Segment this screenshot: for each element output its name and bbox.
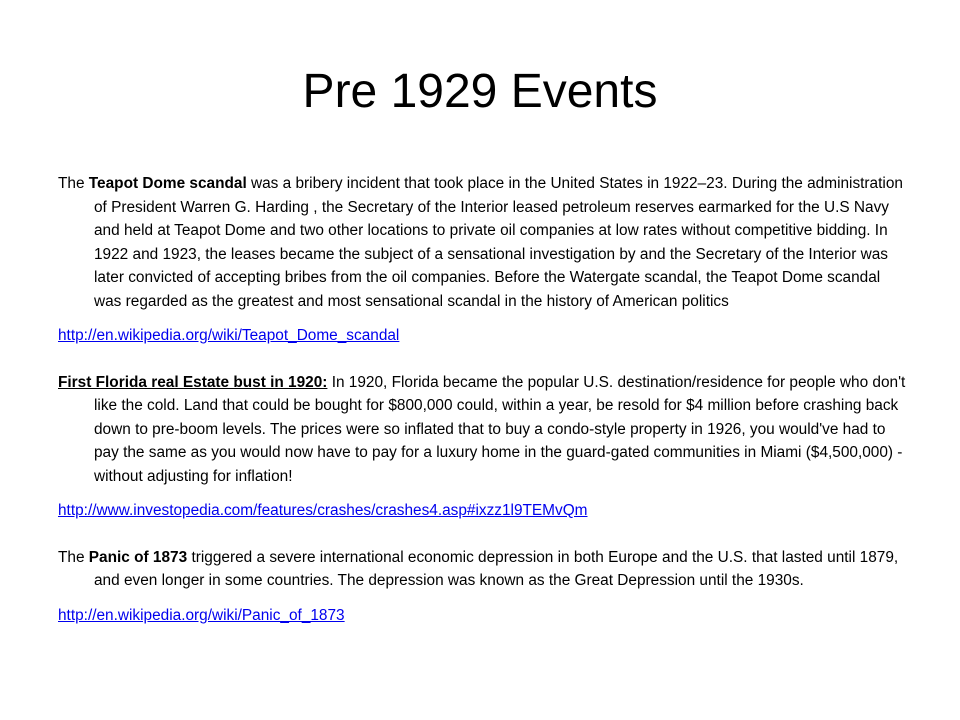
florida-paragraph	[58, 371, 906, 489]
teapot-dome-heading: Teapot Dome scandal	[88, 175, 247, 192]
florida-link[interactable]: http://www.investopedia.com/features/crashes/crashes4.asp#ixzz1l9TEMvQm	[58, 502, 588, 519]
teapot-prefix: The	[58, 175, 89, 192]
panic-text: triggered a severe international economic depression in both Europe and the U.S. that lasted until 1879, and even longer in some countries. The depression was known as the Great Depression until the 1930s.	[94, 548, 899, 589]
florida-text: In 1920, Florida became the popular U.S. destination/residence for people who don't like the cold. Land that could be bought for $800,000 could, within a year, be resold for $4 million before crashing back down to pre-boom levels. The prices were so inflated that to buy a condo-style property in 1926, you would've had to pay the same as you would now have to pay for a luxury home in the guard-gated communities in Miami ($4,500,000) - without adjusting for inflation!	[94, 373, 906, 485]
panic-heading: Panic of 1873	[88, 548, 188, 566]
teapot-dome-text: was a bribery incident that took place in the United States in 1922–23. During the administration of President Warren G. Harding , the Secretary of the Interior leased petroleum reserves earmarked for the U.S Navy and held at Teapot Dome and two other locations to private oil companies at low rates without competitive bidding. In 1922 and 1923, the leases became the subject of a sensational investigation by and the Secretary of the Interior was later convicted of accepting bribes from the oil companies. Before the Watergate scandal, the Teapot Dome scandal was regarded as the greatest and most sensational scandal in the history of American politics	[94, 175, 903, 310]
panic-paragraph	[58, 546, 906, 593]
teapot-dome-link[interactable]: http://en.wikipedia.org/wiki/Teapot_Dome_scandal	[58, 327, 400, 344]
florida-heading: First Florida real Estate bust in 1920:	[58, 373, 328, 391]
slide-title: Pre 1929 Events	[302, 65, 658, 118]
panic-prefix: The	[58, 548, 89, 566]
teapot-dome-paragraph	[58, 172, 906, 313]
slide-body	[58, 172, 906, 650]
florida-link-line	[58, 499, 906, 523]
panic-link[interactable]: http://en.wikipedia.org/wiki/Panic_of_1873	[58, 606, 345, 624]
teapot-link-line	[58, 324, 906, 348]
panic-link-line	[58, 604, 906, 628]
